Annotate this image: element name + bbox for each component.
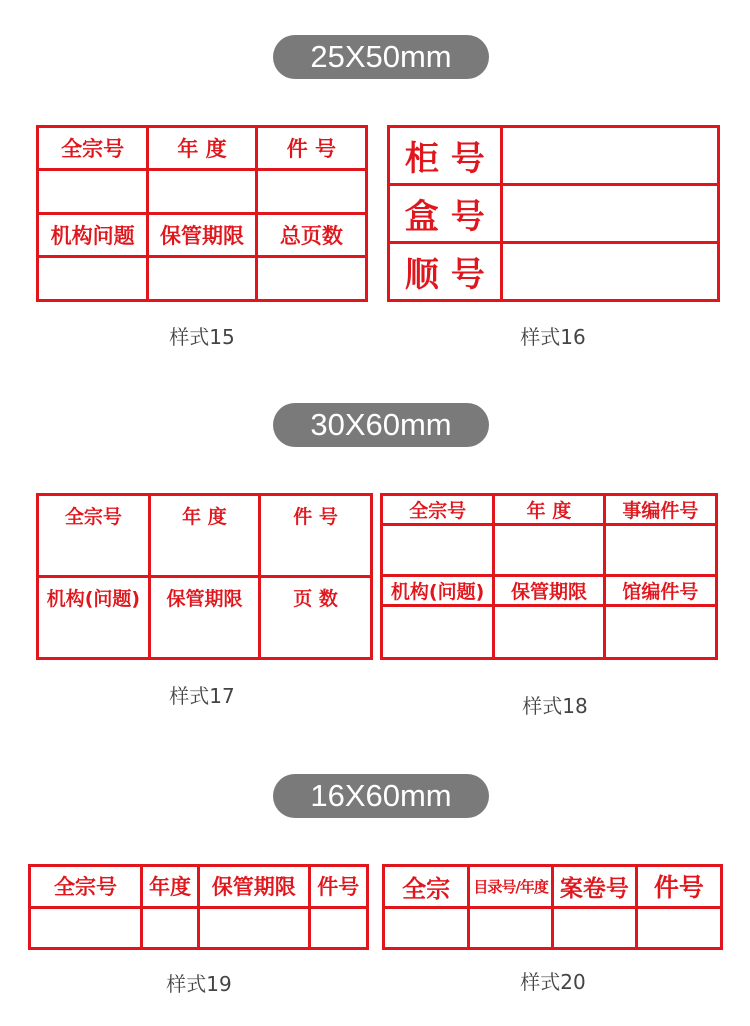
cell-label: 全宗号 (31, 867, 142, 907)
cell-label: 机构问题 (39, 213, 148, 256)
cell-blank (39, 169, 148, 213)
caption-style-18: 样式18 (522, 694, 588, 718)
cell-blank (636, 907, 720, 947)
cell-blank (553, 907, 637, 947)
cell-label: 顺 号 (390, 243, 501, 299)
cell-label: 目录号/年度 (469, 867, 553, 907)
caption-style-16: 样式16 (520, 325, 586, 349)
cell-label: 件号 (636, 867, 720, 907)
cell-blank (31, 907, 142, 947)
cell-blank (383, 525, 494, 576)
cell-blank (494, 525, 605, 576)
cell-label: 件号 (309, 867, 366, 907)
stamp-style-16 (387, 125, 720, 302)
cell-blank (148, 169, 257, 213)
cell-blank (256, 169, 365, 213)
cell-label: 页 数 (260, 577, 370, 658)
stamp-style-20 (382, 864, 723, 950)
cell-blank (501, 128, 717, 184)
cell-blank (309, 907, 366, 947)
cell-label: 保管期限 (494, 576, 605, 606)
cell-blank (39, 256, 148, 299)
cell-blank (383, 606, 494, 657)
cell-label: 件 号 (260, 496, 370, 577)
cell-label: 盒 号 (390, 184, 501, 242)
cell-blank (494, 606, 605, 657)
stamp-style-18 (380, 493, 718, 660)
stamp-style-15 (36, 125, 368, 302)
caption-style-19: 样式19 (166, 972, 232, 996)
cell-label: 年 度 (148, 128, 257, 169)
cell-label: 件 号 (256, 128, 365, 169)
cell-label: 全宗号 (39, 496, 149, 577)
cell-blank (198, 907, 309, 947)
size-label-16x60: 16X60mm (273, 774, 489, 818)
size-label-30x60: 30X60mm (273, 403, 489, 447)
size-label-25x50: 25X50mm (273, 35, 489, 79)
cell-label: 保管期限 (149, 577, 259, 658)
cell-blank (501, 184, 717, 242)
cell-label: 年 度 (494, 496, 605, 525)
cell-label: 全宗号 (383, 496, 494, 525)
caption-style-15: 样式15 (169, 325, 235, 349)
cell-blank (385, 907, 469, 947)
cell-blank (469, 907, 553, 947)
cell-label: 机构(问题) (383, 576, 494, 606)
cell-label: 馆编件号 (604, 576, 715, 606)
stamp-style-17 (36, 493, 373, 660)
stamp-style-19 (28, 864, 369, 950)
caption-style-20: 样式20 (520, 970, 586, 994)
cell-label: 全宗 (385, 867, 469, 907)
cell-blank (604, 606, 715, 657)
cell-label: 保管期限 (148, 213, 257, 256)
cell-blank (501, 243, 717, 299)
cell-label: 全宗号 (39, 128, 148, 169)
cell-label: 案卷号 (553, 867, 637, 907)
cell-blank (142, 907, 199, 947)
cell-label: 保管期限 (198, 867, 309, 907)
caption-style-17: 样式17 (169, 684, 235, 708)
cell-label: 年 度 (149, 496, 259, 577)
cell-label: 事编件号 (604, 496, 715, 525)
cell-blank (256, 256, 365, 299)
cell-label: 年度 (142, 867, 199, 907)
cell-label: 总页数 (256, 213, 365, 256)
cell-label: 机构(问题) (39, 577, 149, 658)
cell-label: 柜 号 (390, 128, 501, 184)
cell-blank (604, 525, 715, 576)
cell-blank (148, 256, 257, 299)
